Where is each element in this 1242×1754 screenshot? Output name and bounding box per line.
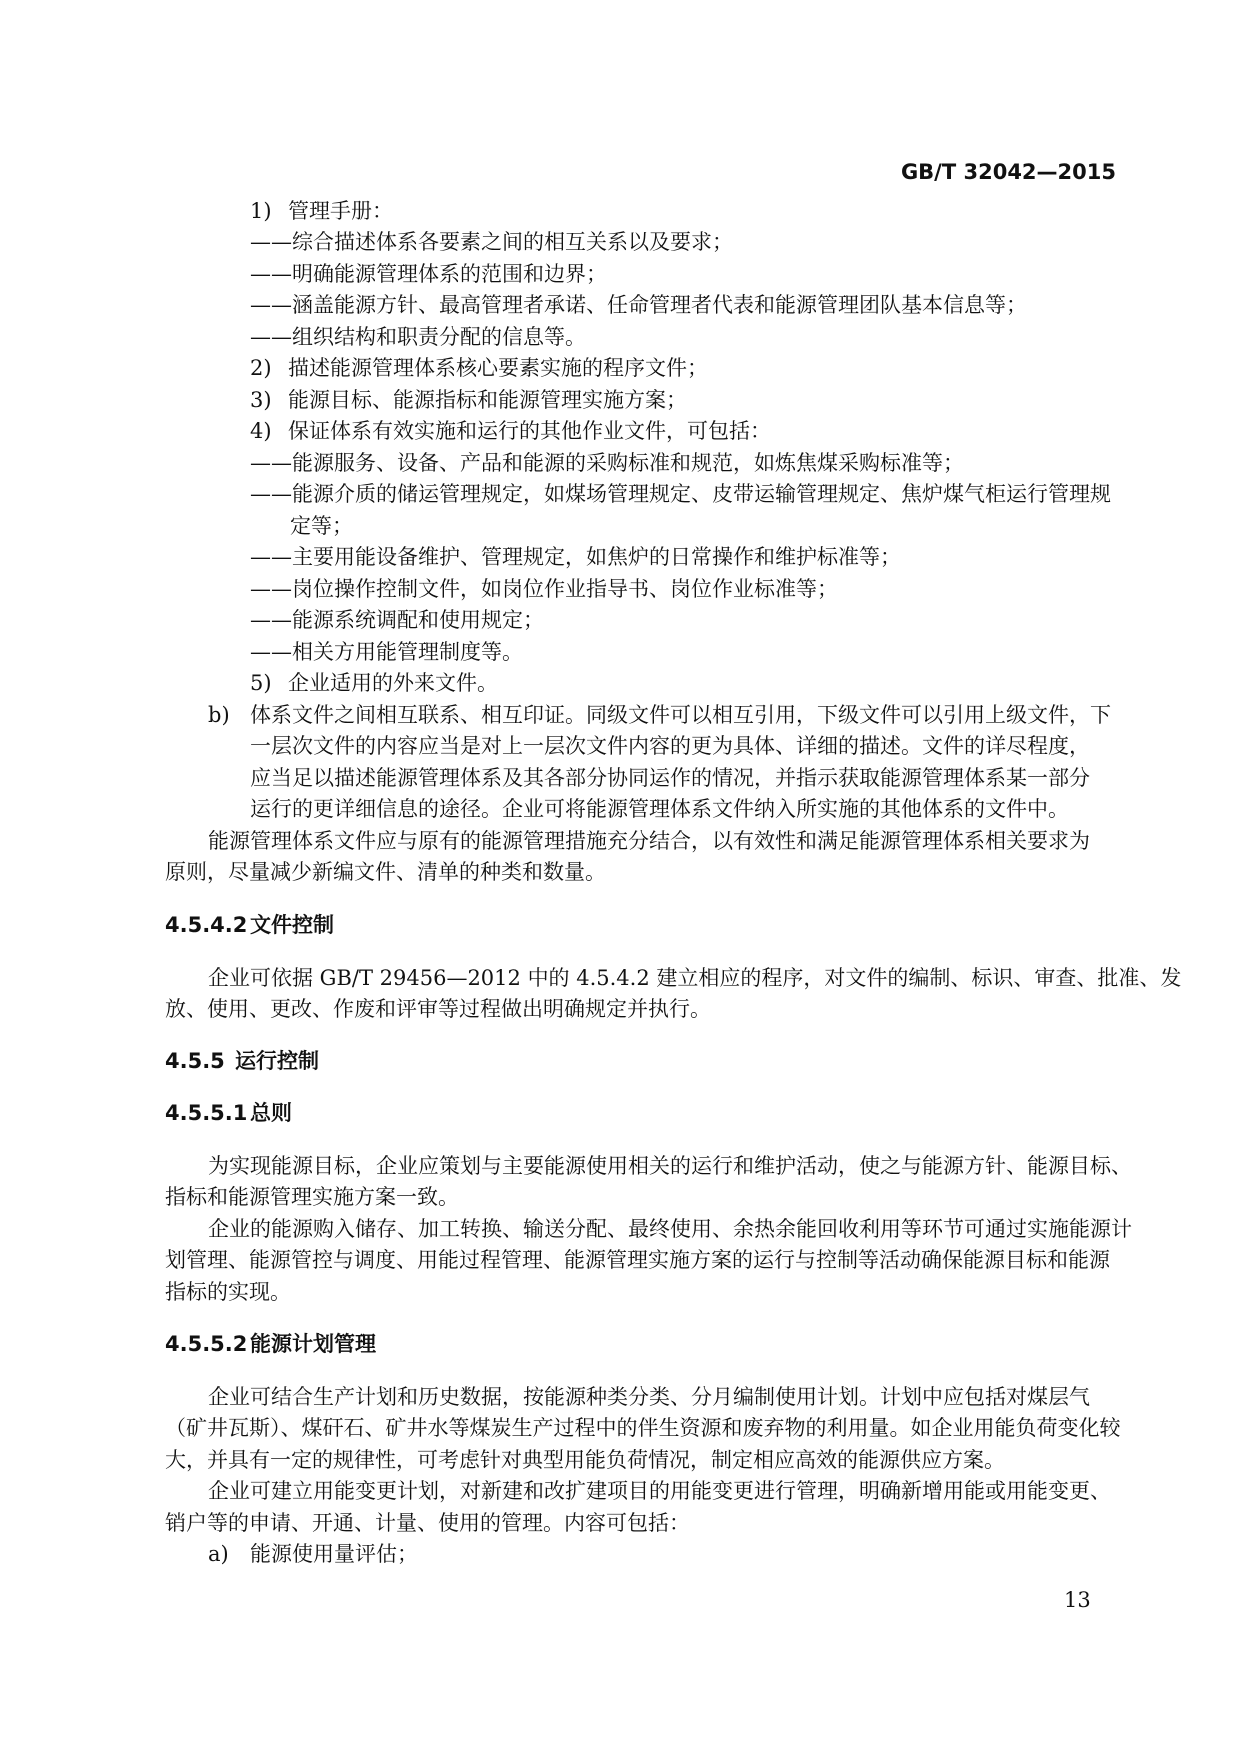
list-item-b-number: b) — [208, 703, 230, 727]
paragraph-line: 一层次文件的内容应当是对上一层次文件内容的更为具体、详细的描述。文件的详尽程度， — [250, 734, 1090, 758]
list-item-number: 3) — [250, 388, 272, 412]
list-item-1 — [250, 197, 393, 225]
dash-item-continued: 定等； — [290, 514, 353, 538]
section-title: 运行控制 — [235, 1049, 319, 1073]
dash-item: ——岗位操作控制文件，如岗位作业指导书、岗位作业标准等； — [250, 577, 838, 601]
list-item-2 — [250, 354, 708, 382]
page-number: 13 — [1064, 1588, 1091, 1612]
dash-item: ——能源介质的储运管理规定，如煤场管理规定、皮带运输管理规定、焦炉煤气柜运行管理规 — [250, 482, 1111, 506]
paragraph-line: 放、使用、更改、作废和评审等过程做出明确规定并执行。 — [165, 997, 711, 1021]
section-number: 4.5.5 — [165, 1049, 225, 1073]
paragraph-line: 企业的能源购入储存、加工转换、输送分配、最终使用、余热余能回收利用等环节可通过实施能源计 — [208, 1217, 1132, 1241]
paragraph-line: 指标的实现。 — [165, 1280, 291, 1304]
standard-number: GB/T 32042—2015 — [900, 160, 1116, 184]
list-item-text: 企业适用的外来文件。 — [288, 671, 498, 695]
section-title: 能源计划管理 — [250, 1332, 376, 1356]
list-item-3 — [250, 386, 687, 414]
paragraph-line: 为实现能源目标，企业应策划与主要能源使用相关的运行和维护活动，使之与能源方针、能源目标、 — [208, 1154, 1132, 1178]
dash-item: ——明确能源管理体系的范围和边界； — [250, 262, 607, 286]
section-number: 4.5.4.2 — [165, 913, 248, 937]
list-item-number: 2) — [250, 356, 272, 380]
list-item-4 — [250, 417, 771, 445]
list-item-number: 1) — [250, 199, 272, 223]
dash-item: ——相关方用能管理制度等。 — [250, 640, 523, 664]
section-heading-4-5-4-2 — [165, 911, 334, 939]
paragraph-line: 原则，尽量减少新编文件、清单的种类和数量。 — [165, 860, 606, 884]
dash-item: ——主要用能设备维护、管理规定，如焦炉的日常操作和维护标准等； — [250, 545, 901, 569]
list-item-5 — [250, 669, 498, 697]
list-item-text: 管理手册： — [288, 199, 393, 223]
dash-item: ——能源系统调配和使用规定； — [250, 608, 544, 632]
list-item-text: 保证体系有效实施和运行的其他作业文件，可包括： — [288, 419, 771, 443]
paragraph-line: 企业可依据 GB/T 29456—2012 中的 4.5.4.2 建立相应的程序，对文件的编制、标识、审查、批准、发 — [208, 966, 1182, 990]
list-item-text: 描述能源管理体系核心要素实施的程序文件； — [288, 356, 708, 380]
paragraph-line: 企业可建立用能变更计划，对新建和改扩建项目的用能变更进行管理，明确新增用能或用能变更、 — [208, 1479, 1111, 1503]
section-number: 4.5.5.2 — [165, 1332, 248, 1356]
section-title: 总则 — [250, 1101, 292, 1125]
section-number: 4.5.5.1 — [165, 1101, 248, 1125]
dash-item: ——综合描述体系各要素之间的相互关系以及要求； — [250, 230, 733, 254]
list-item-text: 能源目标、能源指标和能源管理实施方案； — [288, 388, 687, 412]
paragraph-line: 体系文件之间相互联系、相互印证。同级文件可以相互引用，下级文件可以引用上级文件，下 — [250, 703, 1111, 727]
list-item-a — [208, 1540, 418, 1568]
dash-item: ——能源服务、设备、产品和能源的采购标准和规范，如炼焦煤采购标准等； — [250, 451, 964, 475]
list-item-number: 5) — [250, 671, 272, 695]
section-heading-4-5-5 — [165, 1047, 319, 1075]
section-heading-4-5-5-1 — [165, 1099, 292, 1127]
paragraph-line: 企业可结合生产计划和历史数据，按能源种类分类、分月编制使用计划。计划中应包括对煤层气 — [208, 1385, 1090, 1409]
paragraph-line: 应当足以描述能源管理体系及其各部分协同运作的情况，并指示获取能源管理体系某一部分 — [250, 766, 1090, 790]
dash-item: ——组织结构和职责分配的信息等。 — [250, 325, 586, 349]
section-title: 文件控制 — [250, 913, 334, 937]
paragraph-line: 能源管理体系文件应与原有的能源管理措施充分结合，以有效性和满足能源管理体系相关要求为 — [208, 829, 1090, 853]
section-heading-4-5-5-2 — [165, 1330, 376, 1358]
list-item-number: a) — [208, 1542, 229, 1566]
paragraph-line: （矿井瓦斯）、煤矸石、矿井水等煤炭生产过程中的伴生资源和废弃物的利用量。如企业用能负荷变化较 — [165, 1416, 1121, 1440]
paragraph-line: 划管理、能源管控与调度、用能过程管理、能源管理实施方案的运行与控制等活动确保能源目标和能源 — [165, 1248, 1110, 1272]
paragraph-line: 运行的更详细信息的途径。企业可将能源管理体系文件纳入所实施的其他体系的文件中。 — [250, 797, 1069, 821]
list-item-number: 4) — [250, 419, 272, 443]
paragraph-line: 大，并具有一定的规律性，可考虑针对典型用能负荷情况，制定相应高效的能源供应方案。 — [165, 1448, 1005, 1472]
paragraph-line: 指标和能源管理实施方案一致。 — [165, 1185, 459, 1209]
list-item-text: 能源使用量评估； — [250, 1542, 418, 1566]
paragraph-line: 销户等的申请、开通、计量、使用的管理。内容可包括： — [165, 1511, 690, 1535]
dash-item: ——涵盖能源方针、最高管理者承诺、任命管理者代表和能源管理团队基本信息等； — [250, 293, 1027, 317]
